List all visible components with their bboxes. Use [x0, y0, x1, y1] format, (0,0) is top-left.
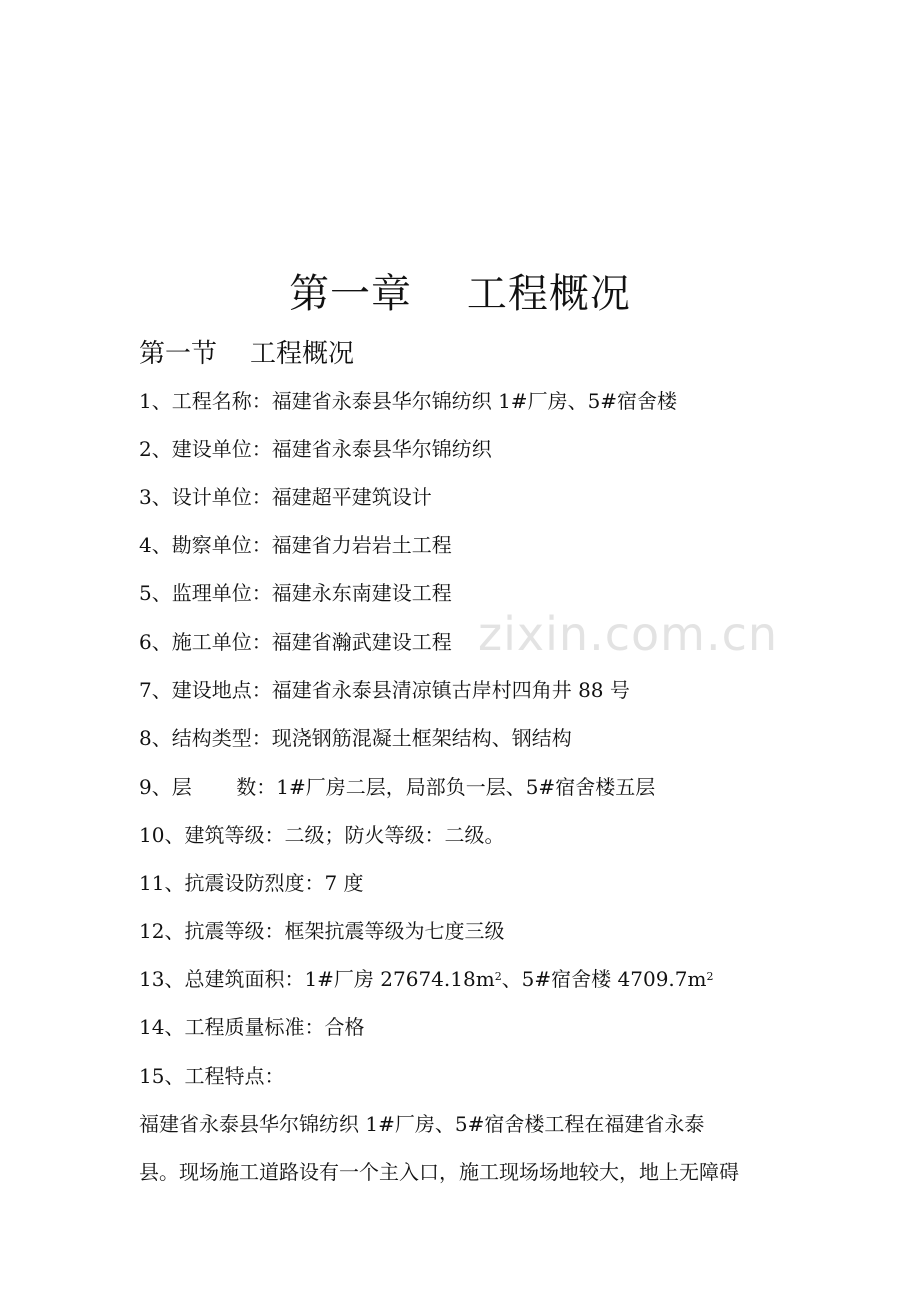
item-survey-unit: 4、勘察单位：福建省力岩岩土工程 [139, 533, 452, 557]
item-project-features: 15、工程特点： [139, 1064, 285, 1088]
section-title: 第一节 工程概况 [139, 339, 355, 369]
superscript-squared: 2 [494, 970, 502, 983]
item-supervision-unit: 5、监理单位：福建永东南建设工程 [139, 581, 452, 605]
item-structure-type: 8、结构类型：现浇钢筋混凝土框架结构、钢结构 [139, 726, 572, 750]
item-building-grade: 10、建筑等级：二级；防火等级：二级。 [139, 823, 505, 847]
item-quality-standard: 14、工程质量标准：合格 [139, 1015, 365, 1039]
item-construction-unit: 6、施工单位：福建省瀚武建设工程 [139, 630, 452, 654]
item-seismic-grade: 12、抗震等级：框架抗震等级为七度三级 [139, 919, 505, 943]
item-owner-unit: 2、建设单位：福建省永泰县华尔锦纺织 [139, 437, 492, 461]
item-floors: 9、层 数：1#厂房二层，局部负一层、5#宿舍楼五层 [139, 775, 656, 799]
paragraph-line: 县。现场施工道路设有一个主入口，施工现场场地较大，地上无障碍 [139, 1160, 739, 1184]
item-project-name: 1、工程名称：福建省永泰县华尔锦纺织 1#厂房、5#宿舍楼 [139, 389, 678, 413]
total-area-part2: 、5#宿舍楼 4709.7m [501, 967, 707, 991]
superscript-squared: 2 [706, 970, 714, 983]
total-area-part1: 13、总建筑面积：1#厂房 27674.18m [139, 967, 495, 991]
item-total-area [139, 964, 713, 994]
item-seismic-intensity: 11、抗震设防烈度：7 度 [139, 871, 364, 895]
watermark: zixin.com.cn [478, 607, 779, 661]
paragraph-line: 福建省永泰县华尔锦纺织 1#厂房、5#宿舍楼工程在福建省永泰 [139, 1112, 705, 1136]
chapter-title: 第一章 工程概况 [289, 271, 631, 317]
item-design-unit: 3、设计单位：福建超平建筑设计 [139, 485, 432, 509]
item-site-location: 7、建设地点：福建省永泰县清凉镇古岸村四角井 88 号 [139, 678, 630, 702]
